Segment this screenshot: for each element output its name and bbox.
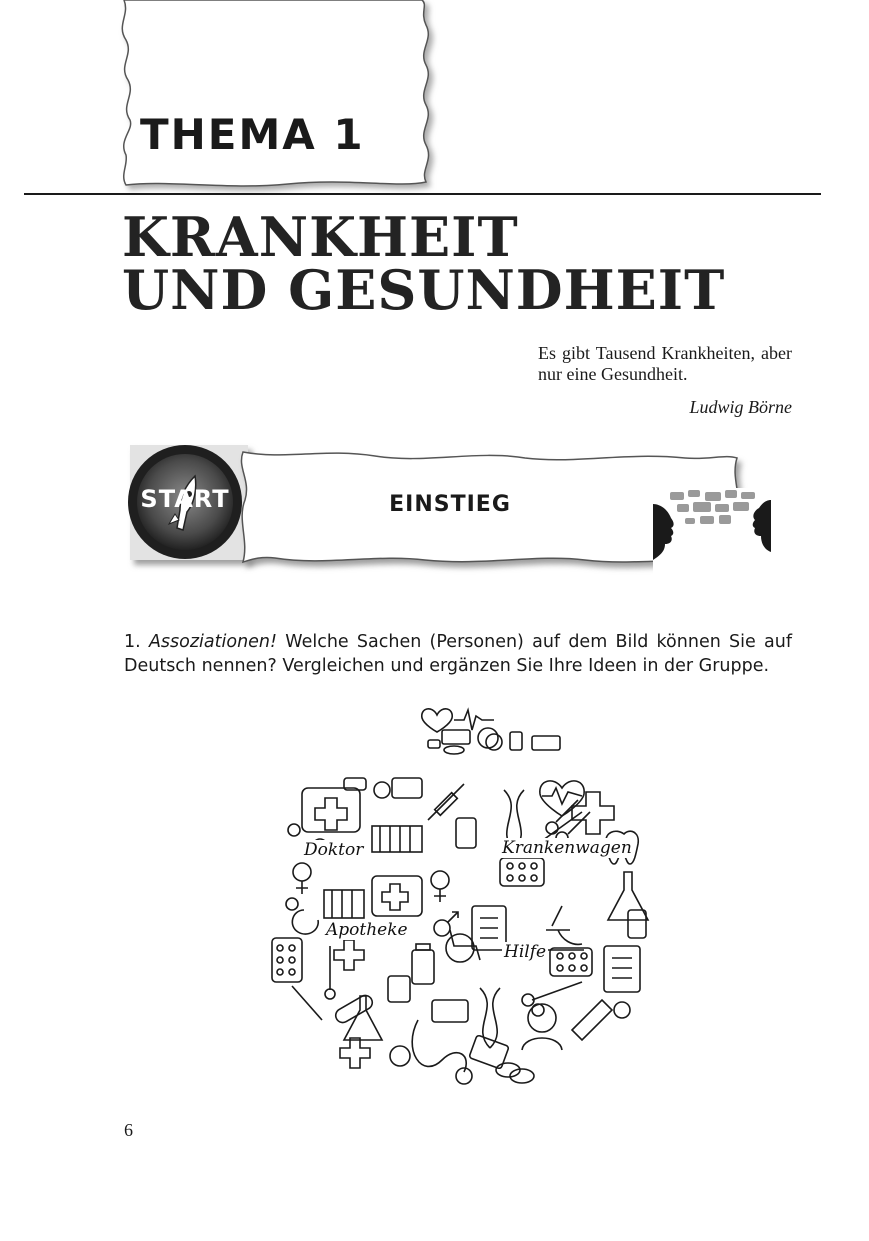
doodle-word-apotheke: Apotheke [326,920,408,940]
microscope-icon [544,906,584,950]
epigraph-quote: Es gibt Tausend Krankheiten, aber nur eine Gesundheit. [538,343,792,384]
conversation-heads-icon [653,488,771,576]
doodle-word-hilfe: Hilfe [504,942,547,962]
page-title-line-2: UND GESUNDHEIT [122,258,726,322]
page-title-line-1: KRANKHEIT [122,205,519,269]
stethoscope-icon [412,1020,466,1072]
medical-cross-icon [572,792,614,834]
task-number: 1. [124,632,141,652]
page-number: 6 [124,1120,133,1140]
task-text: Welche Sachen (Personen) auf dem Bild können Sie auf Deutsch nennen? Vergleichen und ergänzen Sie Ihre Ideen in der Gruppe. [124,632,792,676]
section-title: EINSTIEG [389,492,511,517]
theme-label: THEMA 1 [140,110,365,159]
wheelchair-icon [446,934,474,962]
first-aid-kit-icon [302,788,360,832]
ecg-line-icon [454,710,494,730]
header-rule [24,193,821,195]
doodle-word-krankenwagen: Krankenwagen [502,838,632,858]
start-badge-label: START [140,485,230,513]
doodle-word-doktor: Doktor [304,840,364,860]
doctor-icon [528,1004,556,1032]
syringe-icon [428,784,464,820]
medical-doodle-illustration [232,700,677,1098]
medical-doodle-art [232,700,677,1098]
task-keyword: Assoziationen! [148,632,278,652]
task-instruction [124,630,792,678]
epigraph-author: Ludwig Börne [689,397,792,417]
heart-icon [422,709,452,732]
theme-banner [108,0,448,200]
